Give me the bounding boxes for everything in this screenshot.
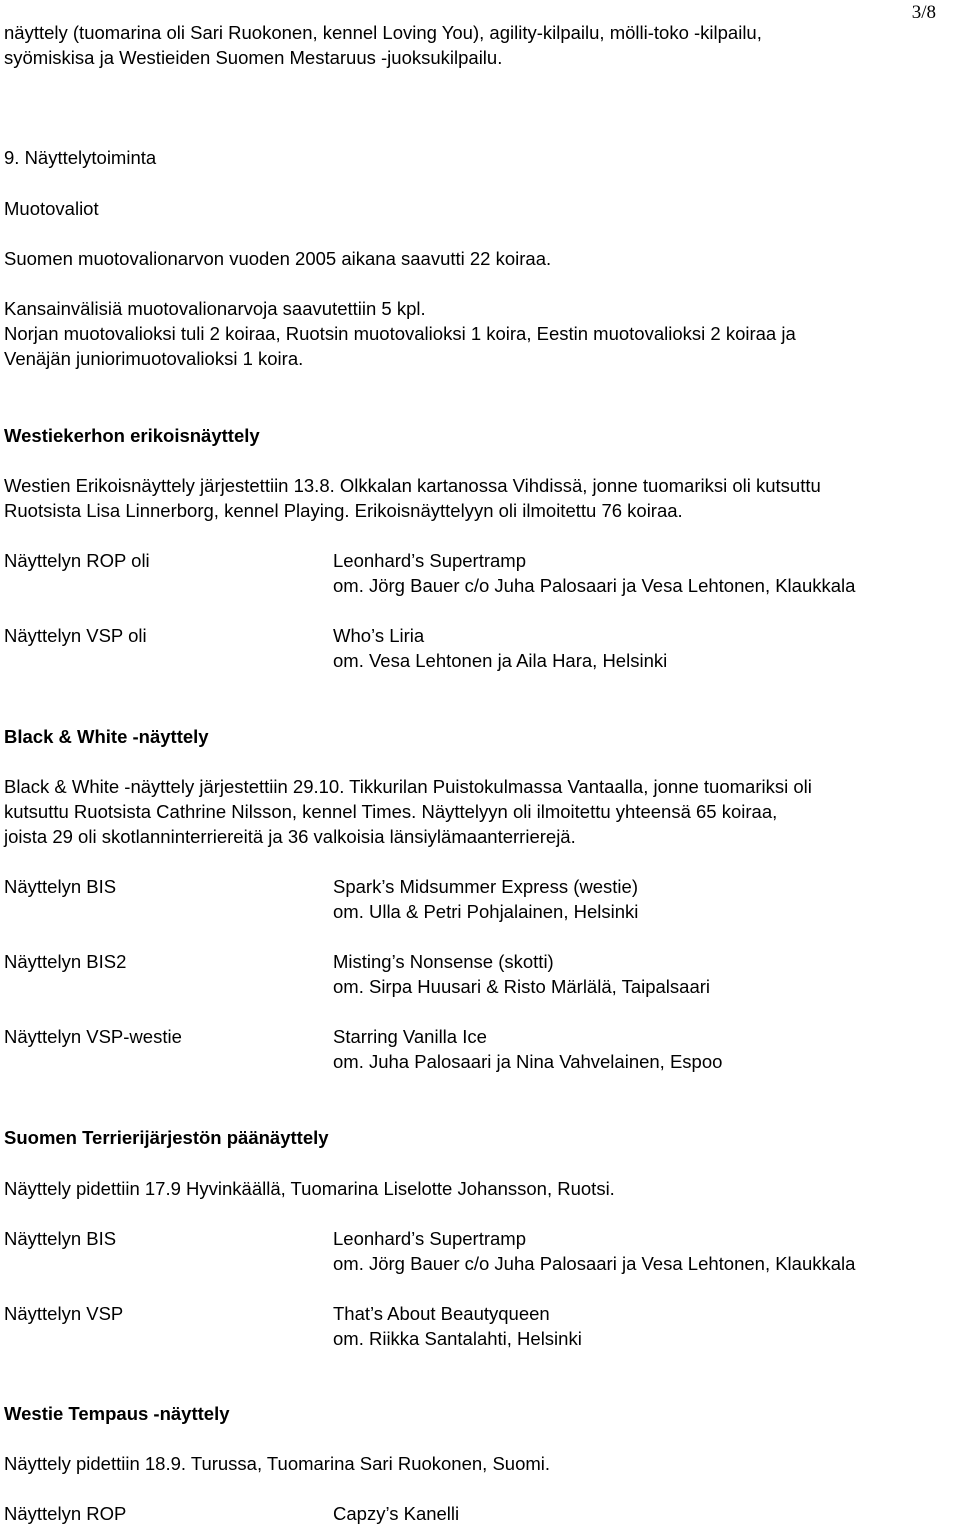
result-owner: om. Jörg Bauer c/o Juha Palosaari ja Vesa Lehtonen, Klaukkala bbox=[333, 1253, 856, 1274]
result-dog: Misting’s Nonsense (skotti) bbox=[333, 951, 554, 972]
blackwhite-line-1: Black & White -näyttely järjestettiin 29.10. Tikkurilan Puistokulmassa Vantaalla, jonne tuomariksi oli bbox=[4, 776, 812, 797]
muotovaliot-subheading: Muotovaliot bbox=[4, 198, 99, 219]
result-dog: Spark’s Midsummer Express (westie) bbox=[333, 876, 638, 897]
tempaus-heading: Westie Tempaus -näyttely bbox=[4, 1403, 230, 1424]
section-9-heading: 9. Näyttelytoiminta bbox=[4, 147, 157, 168]
westiekerho-heading: Westiekerhon erikoisnäyttely bbox=[4, 425, 260, 446]
result-label: Näyttelyn BIS2 bbox=[4, 951, 127, 972]
westiekerho-line-2: Ruotsista Lisa Linnerborg, kennel Playing. Erikoisnäyttelyyn oli ilmoitettu 76 koiraa. bbox=[4, 500, 683, 521]
result-label: Näyttelyn VSP bbox=[4, 1303, 124, 1324]
muotovaliot-paragraph-1: Suomen muotovalionarvon vuoden 2005 aikana saavutti 22 koiraa. bbox=[4, 248, 552, 269]
result-owner: om. Vesa Lehtonen ja Aila Hara, Helsinki bbox=[333, 650, 668, 671]
result-label: Näyttelyn BIS bbox=[4, 1228, 117, 1249]
result-label: Näyttelyn ROP bbox=[4, 1503, 127, 1524]
result-owner: om. Juha Palosaari ja Nina Vahvelainen, Espoo bbox=[333, 1051, 723, 1072]
blackwhite-heading: Black & White -näyttely bbox=[4, 726, 209, 747]
result-dog: Starring Vanilla Ice bbox=[333, 1026, 487, 1047]
result-dog: Leonhard’s Supertramp bbox=[333, 550, 527, 571]
result-owner: om. Ulla & Petri Pohjalainen, Helsinki bbox=[333, 901, 639, 922]
result-dog: Capzy’s Kanelli bbox=[333, 1503, 460, 1524]
terrierijarjesto-heading: Suomen Terrierijärjestön päänäyttely bbox=[4, 1127, 329, 1148]
intro-line-1: näyttely (tuomarina oli Sari Ruokonen, kennel Loving You), agility-kilpailu, mölli-toko -kilpailu, bbox=[4, 22, 762, 43]
result-label: Näyttelyn BIS bbox=[4, 876, 117, 897]
westiekerho-line-1: Westien Erikoisnäyttely järjestettiin 13.8. Olkkalan kartanossa Vihdissä, jonne tuomariksi oli kutsuttu bbox=[4, 475, 821, 496]
result-owner: om. Jörg Bauer c/o Juha Palosaari ja Vesa Lehtonen, Klaukkala bbox=[333, 575, 856, 596]
result-dog: Leonhard’s Supertramp bbox=[333, 1228, 527, 1249]
result-label: Näyttelyn ROP oli bbox=[4, 550, 150, 571]
terrierijarjesto-line-1: Näyttely pidettiin 17.9 Hyvinkäällä, Tuomarina Liselotte Johansson, Ruotsi. bbox=[4, 1178, 615, 1199]
intro-line-2: syömiskisa ja Westieiden Suomen Mestaruus -juoksukilpailu. bbox=[4, 47, 503, 68]
muotovaliot-paragraph-3-line-2: Venäjän juniorimuotovalioksi 1 koira. bbox=[4, 348, 304, 369]
result-owner: om. Riikka Santalahti, Helsinki bbox=[333, 1328, 582, 1349]
muotovaliot-paragraph-2: Kansainvälisiä muotovalionarvoja saavutettiin 5 kpl. bbox=[4, 298, 426, 319]
tempaus-line-1: Näyttely pidettiin 18.9. Turussa, Tuomarina Sari Ruokonen, Suomi. bbox=[4, 1453, 551, 1474]
result-label: Näyttelyn VSP oli bbox=[4, 625, 147, 646]
blackwhite-line-2: kutsuttu Ruotsista Cathrine Nilsson, kennel Times. Näyttelyyn oli ilmoitettu yhteensä 65 koiraa, bbox=[4, 801, 778, 822]
result-owner: om. Sirpa Huusari & Risto Märlälä, Taipalsaari bbox=[333, 976, 711, 997]
result-dog: Who’s Liria bbox=[333, 625, 425, 646]
blackwhite-line-3: joista 29 oli skotlanninterriereitä ja 36 valkoisia länsiylämaanterrierejä. bbox=[4, 826, 576, 847]
result-label: Näyttelyn VSP-westie bbox=[4, 1026, 182, 1047]
page-number: 3/8 bbox=[911, 2, 936, 23]
result-dog: That’s About Beautyqueen bbox=[333, 1303, 550, 1324]
muotovaliot-paragraph-3-line-1: Norjan muotovalioksi tuli 2 koiraa, Ruotsin muotovalioksi 1 koira, Eestin muotovalioksi 2 koiraa ja bbox=[4, 323, 796, 344]
